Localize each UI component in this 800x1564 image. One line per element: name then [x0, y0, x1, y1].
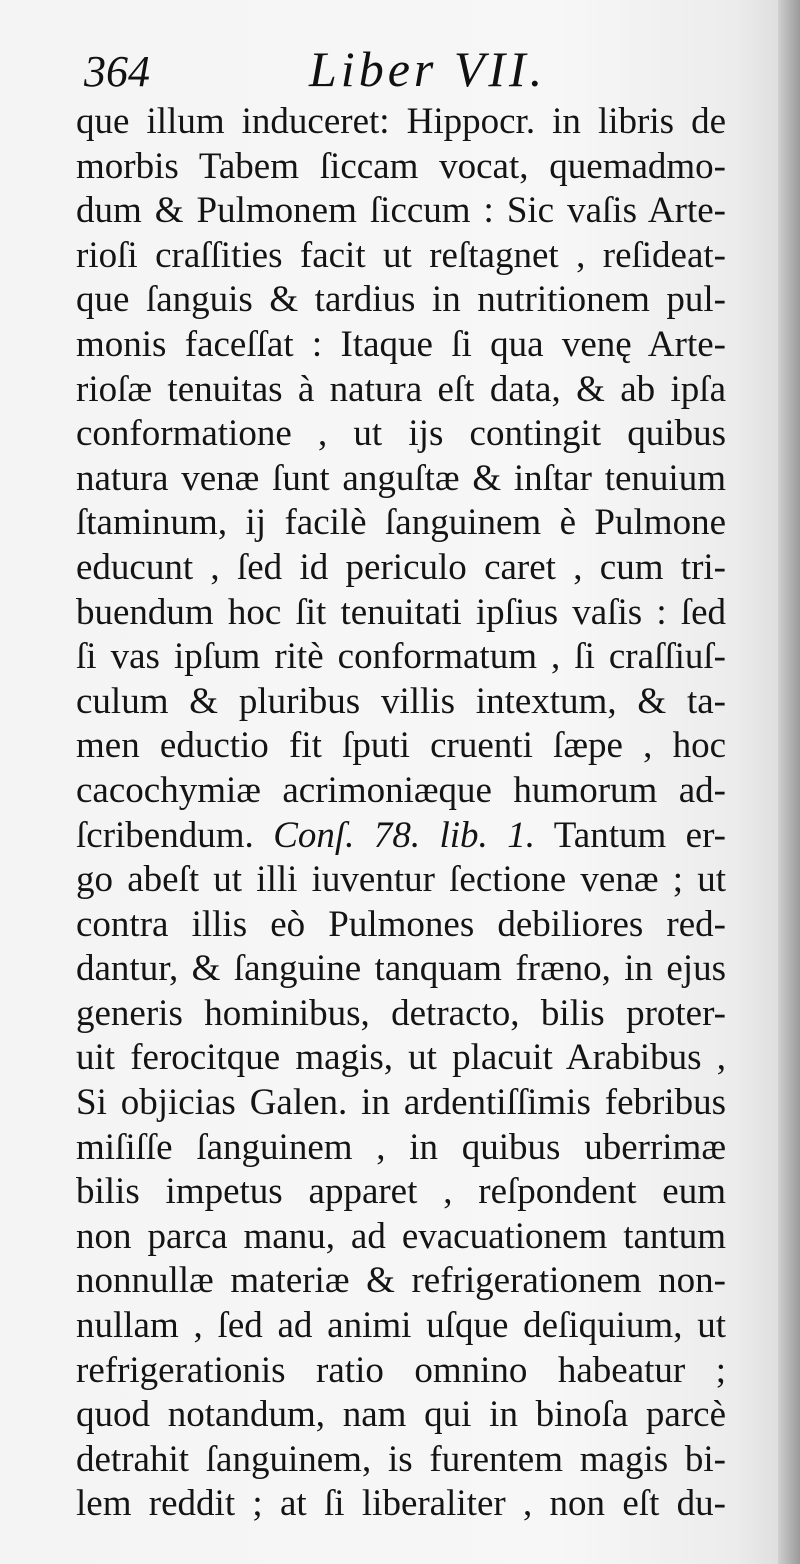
body-text	[76, 100, 726, 1527]
page-number: 364	[84, 47, 150, 96]
text-line: rioſi craſſities facit ut reſtagnet , reſideat-	[76, 234, 726, 276]
text-line: go abeſt ut illi iuventur ſectione venæ ; ut	[76, 859, 726, 901]
text-line: lem reddit ; at ſi liberaliter , non eſt du-	[76, 1483, 726, 1525]
text-line: men eductio fit ſputi cruenti ſæpe , hoc	[76, 725, 726, 767]
text-line: cacochymiæ acrimoniæque humorum ad-	[76, 769, 726, 811]
text-segment: ſcribendum.	[76, 814, 254, 856]
text-line: uit ferocitque magis, ut placuit Arabibus ,	[76, 1037, 726, 1079]
text-line: non parca manu, ad evacuationem tantum	[76, 1215, 726, 1257]
text-line: natura venæ ſunt anguſtæ & inſtar tenuium	[76, 457, 726, 499]
text-line: detrahit ſanguinem, is furentem magis bi-	[76, 1438, 726, 1480]
text-line: quod notandum, nam qui in binoſa parcè	[76, 1394, 726, 1436]
text-line: que ſanguis & tardius in nutritionem pul-	[76, 279, 726, 321]
text-line: monis faceſſat : Itaque ſi qua venę Arte-	[76, 323, 726, 365]
page-header	[84, 40, 724, 100]
text-line: educunt , ſed id periculo caret , cum tri-	[76, 546, 726, 588]
text-line: contra illis eò Pulmones debiliores red-	[76, 903, 726, 945]
text-line: generis hominibus, detracto, bilis proter-	[76, 992, 726, 1034]
text-line: culum & pluribus villis intextum, & ta-	[76, 680, 726, 722]
text-line: conformatione , ut ijs contingit quibus	[76, 413, 726, 455]
text-line: nullam , ſed ad animi uſque deſiquium, ut	[76, 1305, 726, 1347]
text-line: morbis Tabem ſiccam vocat, quemadmo-	[76, 145, 726, 187]
text-line: rioſæ tenuitas à natura eſt data, & ab ipſa	[76, 368, 726, 410]
text-line-with-citation	[76, 814, 726, 859]
text-line: dantur, & ſanguine tanquam fræno, in ejus	[76, 948, 726, 990]
text-line: buendum hoc ſit tenuitati ipſius vaſis : ſed	[76, 591, 726, 633]
text-line: miſiſſe ſanguinem , in quibus uberrimæ	[76, 1126, 726, 1168]
page-gutter-shadow	[778, 0, 800, 1564]
text-line: ſi vas ipſum ritè conformatum , ſi craſſiuſ-	[76, 636, 726, 678]
text-line: que illum induceret: Hippocr. in libris de	[76, 101, 726, 142]
text-line: ſtaminum, ij facilè ſanguinem è Pulmone	[76, 502, 726, 544]
running-head: Liber VII.	[309, 41, 547, 97]
text-line: bilis impetus apparet , reſpondent eum	[76, 1171, 726, 1213]
text-line: refrigerationis ratio omnino habeatur ;	[76, 1349, 726, 1391]
text-line: dum & Pulmonem ſiccum : Sic vaſis Arte-	[76, 190, 726, 232]
text-line: Si objicias Galen. in ardentiſſimis febribus	[76, 1082, 726, 1124]
text-segment: Tantum er-	[553, 814, 726, 856]
citation-reference: Conſ. 78. lib. 1.	[273, 814, 535, 856]
text-line: nonnullæ materiæ & refrigerationem non-	[76, 1260, 726, 1302]
